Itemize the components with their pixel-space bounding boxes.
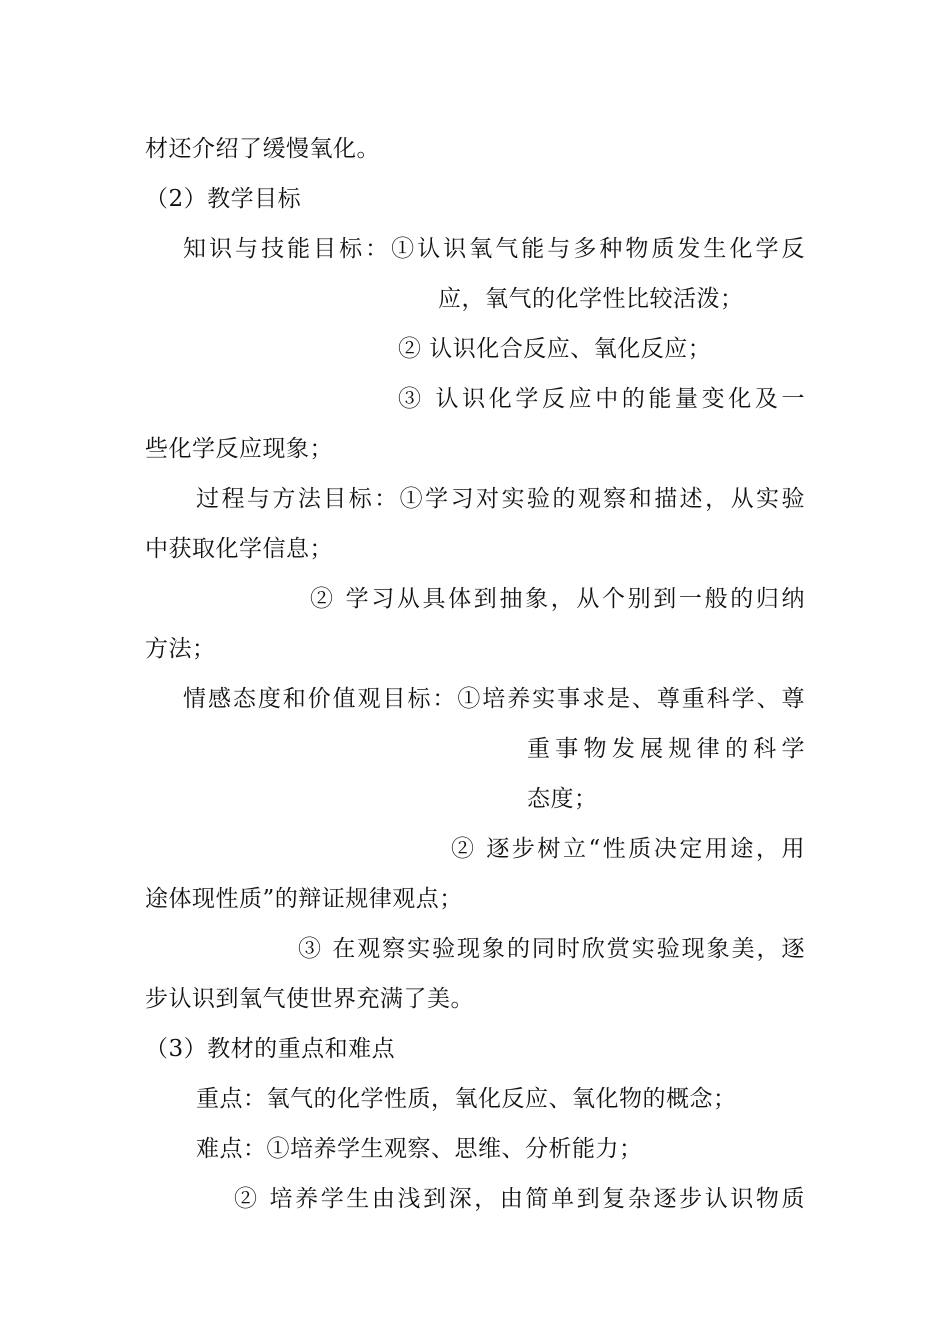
text-line-1: 材还介绍了缓慢氧化。 [145,136,380,162]
text-line-3: 知识与技能目标：①认识氧气能与多种物质发生化学反 [183,236,805,262]
text-line-12: 情感态度和价值观目标：①培养实事求是、尊重科学、尊 [183,686,805,712]
text-line-15: ② 逐步树立“性质决定用途，用 [451,836,805,862]
text-line-4: 应，氧气的化学性比较活泼； [438,286,744,312]
text-line-6: ③ 认识化学反应中的能量变化及一 [398,386,805,412]
text-line-5: ② 认识化合反应、氧化反应； [398,336,712,362]
text-line-7: 些化学反应现象； [145,436,333,462]
section-heading-teaching-goals: （2）教学目标 [145,186,302,212]
text-line-20: 重点：氧气的化学性质，氧化反应、氧化物的概念； [196,1086,737,1112]
text-line-13: 重事物发展规律的科学 [527,736,805,762]
text-line-9: 中获取化学信息； [145,536,333,562]
text-line-16: 途体现性质”的辩证规律观点； [145,886,463,912]
text-line-17: ③ 在观察实验现象的同时欣赏实验现象美，逐 [298,936,805,962]
text-line-8: 过程与方法目标：①学习对实验的观察和描述，从实验 [196,486,805,512]
text-line-14: 态度； [527,786,598,812]
text-line-10: ② 学习从具体到抽象，从个别到一般的归纳 [310,586,805,612]
text-line-11: 方法； [145,636,216,662]
text-line-21: 难点：①培养学生观察、思维、分析能力； [196,1136,643,1162]
section-heading-key-points: （3）教材的重点和难点 [145,1036,396,1062]
text-line-22: ② 培养学生由浅到深，由简单到复杂逐步认识物质 [234,1186,805,1212]
text-line-18: 步认识到氧气使世界充满了美。 [145,986,474,1012]
